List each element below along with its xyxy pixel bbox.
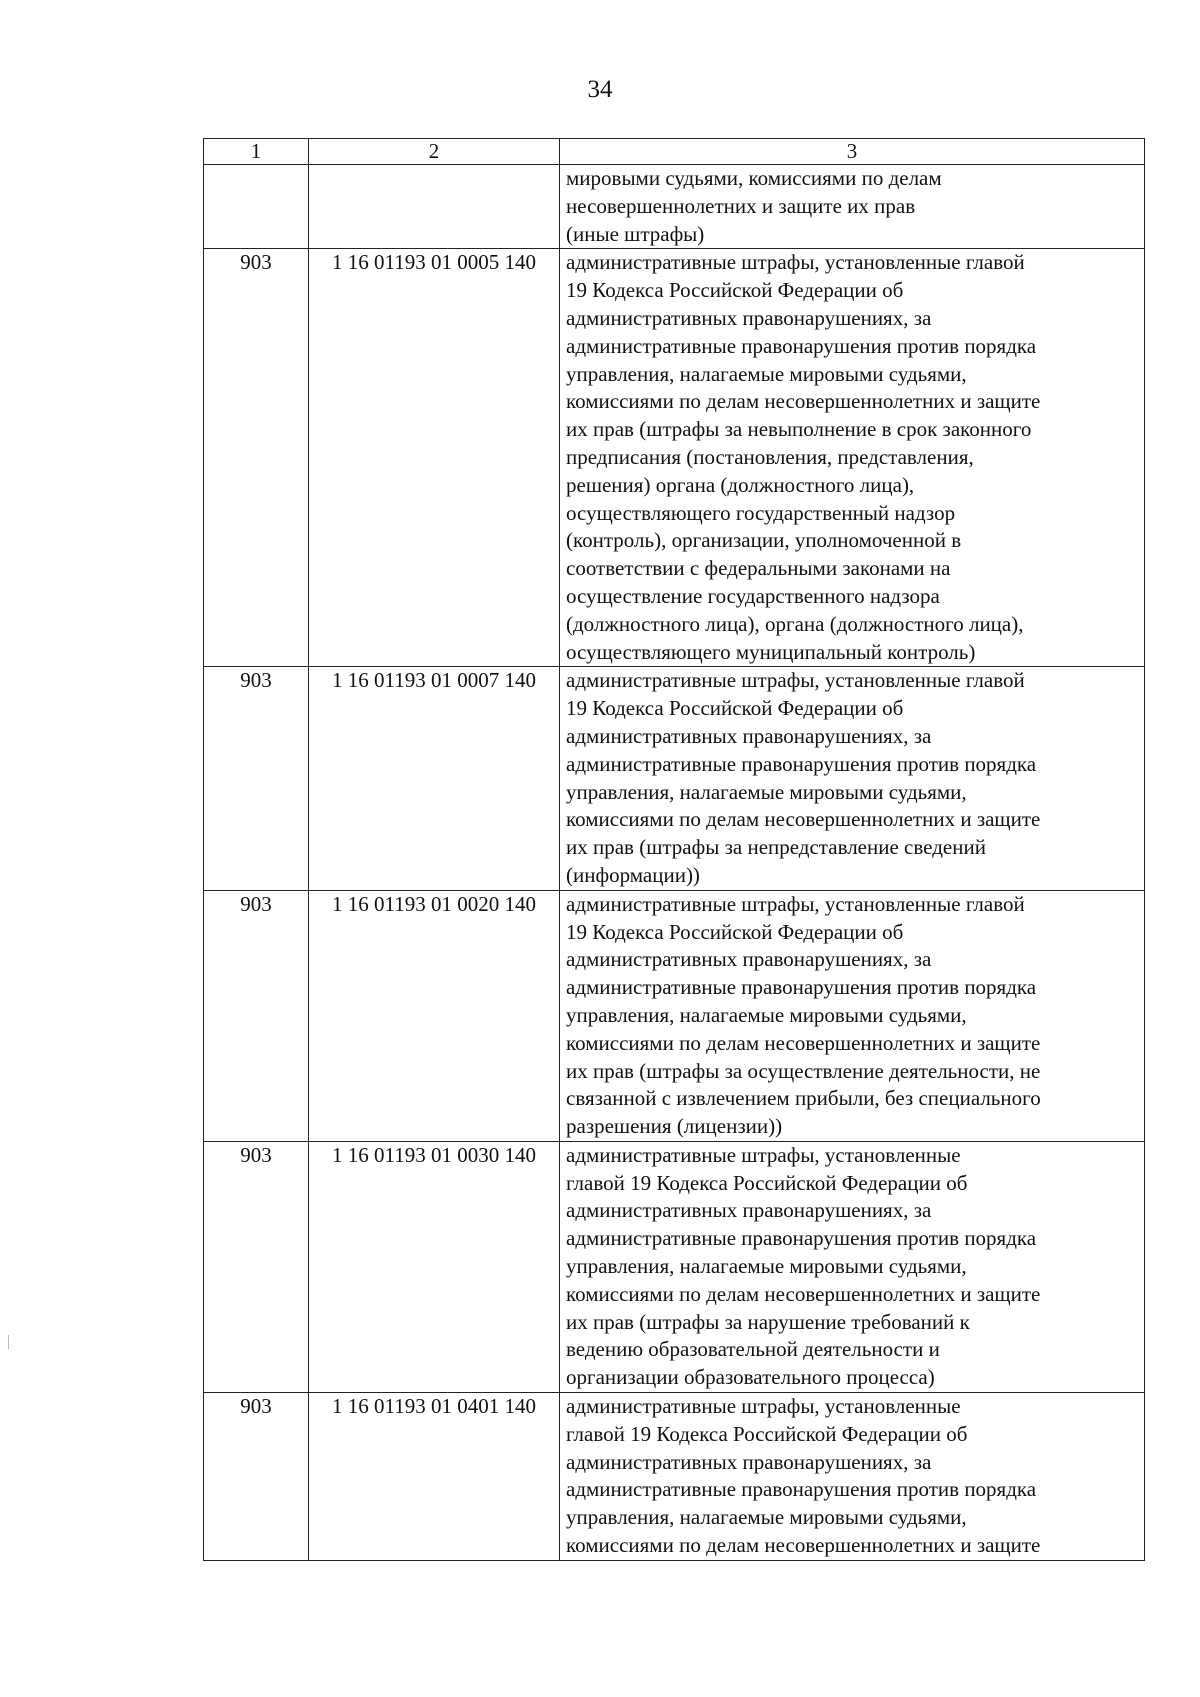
revenue-description-cell	[560, 1393, 1145, 1561]
description-line: осуществляющего муниципальный контроль)	[566, 639, 976, 664]
admin-code-cell: 903	[204, 249, 309, 667]
description-line: предписания (постановления, представления,	[566, 444, 974, 469]
scan-artifact	[8, 1335, 15, 1349]
description-line: организации образовательного процесса)	[566, 1365, 935, 1390]
description-line: управления, налагаемые мировыми судьями,	[566, 779, 967, 804]
description-line: административные штрафы, установленные	[566, 1394, 961, 1419]
admin-code-cell: 903	[204, 667, 309, 890]
description-line: несовершеннолетних и защите их прав	[566, 193, 916, 218]
budget-classification-code-cell	[309, 165, 560, 249]
budget-classification-code-cell: 1 16 01193 01 0007 140	[309, 667, 560, 890]
admin-code-cell	[204, 165, 309, 249]
description-line: административных правонарушениях, за	[566, 723, 932, 748]
description-line: их прав (штрафы за невыполнение в срок законного	[566, 417, 1032, 442]
table-row	[204, 1393, 1145, 1561]
description-line: главой 19 Кодекса Российской Федерации об	[566, 1421, 968, 1446]
budget-codes-table	[203, 138, 1145, 1561]
description-line: главой 19 Кодекса Российской Федерации об	[566, 1170, 968, 1195]
revenue-description-cell	[560, 1141, 1145, 1392]
budget-classification-code-cell: 1 16 01193 01 0401 140	[309, 1393, 560, 1561]
description-line: административных правонарушениях, за	[566, 1449, 932, 1474]
table-row	[204, 165, 1145, 249]
description-line: (должностного лица), органа (должностного лица),	[566, 611, 1024, 636]
table-row	[204, 667, 1145, 890]
table-row	[204, 1141, 1145, 1392]
description-line: 19 Кодекса Российской Федерации об	[566, 696, 904, 721]
budget-classification-code-cell: 1 16 01193 01 0030 140	[309, 1141, 560, 1392]
description-line: административные правонарушения против порядка	[566, 333, 1037, 358]
description-line: административных правонарушениях, за	[566, 305, 932, 330]
description-line: мировыми судьями, комиссиями по делам	[566, 166, 942, 190]
description-line: разрешения (лицензии))	[566, 1114, 783, 1139]
description-line: комиссиями по делам несовершеннолетних и защите	[566, 1030, 1041, 1055]
description-line: административные правонарушения против порядка	[566, 751, 1037, 776]
description-line: административные штрафы, установленные	[566, 1142, 961, 1167]
description-line: управления, налагаемые мировыми судьями,	[566, 1002, 967, 1027]
description-line: их прав (штрафы за нарушение требований к	[566, 1309, 970, 1334]
admin-code-cell: 903	[204, 1393, 309, 1561]
admin-code-cell: 903	[204, 1141, 309, 1392]
description-line: комиссиями по делам несовершеннолетних и защите	[566, 1533, 1041, 1558]
table-row	[204, 890, 1145, 1141]
description-line: ведению образовательной деятельности и	[566, 1337, 940, 1362]
column-header-2: 2	[309, 139, 560, 165]
budget-classification-code-cell: 1 16 01193 01 0005 140	[309, 249, 560, 667]
description-line: административных правонарушениях, за	[566, 947, 932, 972]
description-line: управления, налагаемые мировыми судьями,	[566, 1254, 967, 1279]
revenue-description-cell	[560, 890, 1145, 1141]
description-line: комиссиями по делам несовершеннолетних и защите	[566, 1281, 1041, 1306]
description-line: комиссиями по делам несовершеннолетних и защите	[566, 807, 1041, 832]
revenue-description-cell	[560, 249, 1145, 667]
column-header-1: 1	[204, 139, 309, 165]
description-line: управления, налагаемые мировыми судьями,	[566, 1505, 967, 1530]
description-line: административные штрафы, установленные главой	[566, 668, 1025, 693]
table-header	[204, 139, 1145, 165]
budget-classification-code-cell: 1 16 01193 01 0020 140	[309, 890, 560, 1141]
description-line: их прав (штрафы за непредставление сведений	[566, 835, 986, 860]
description-line: административные штрафы, установленные главой	[566, 891, 1025, 916]
admin-code-cell: 903	[204, 890, 309, 1141]
description-line: административные правонарушения против порядка	[566, 1226, 1037, 1251]
description-line: решения) органа (должностного лица),	[566, 472, 915, 497]
description-line: комиссиями по делам несовершеннолетних и защите	[566, 389, 1041, 414]
description-line: 19 Кодекса Российской Федерации об	[566, 919, 904, 944]
description-line: осуществляющего государственный надзор	[566, 500, 956, 525]
description-line: (информации))	[566, 862, 700, 887]
page-number: 34	[587, 76, 613, 103]
description-line: 19 Кодекса Российской Федерации об	[566, 278, 904, 303]
revenue-description-cell	[560, 667, 1145, 890]
table-body	[204, 165, 1145, 1561]
description-line: соответствии с федеральными законами на	[566, 556, 951, 581]
description-line: административные правонарушения против порядка	[566, 975, 1037, 1000]
description-line: осуществление государственного надзора	[566, 583, 940, 608]
description-line: связанной с извлечением прибыли, без специального	[566, 1086, 1041, 1111]
description-line: (контроль), организации, уполномоченной в	[566, 528, 962, 553]
description-line: управления, налагаемые мировыми судьями,	[566, 361, 967, 386]
description-line: административных правонарушениях, за	[566, 1198, 932, 1223]
description-line: их прав (штрафы за осуществление деятельности, не	[566, 1058, 1041, 1083]
description-line: административные штрафы, установленные главой	[566, 250, 1025, 275]
description-line: (иные штрафы)	[566, 221, 705, 246]
column-header-3: 3	[560, 139, 1145, 165]
table-row	[204, 249, 1145, 667]
revenue-description-cell	[560, 165, 1145, 249]
table-header-row	[204, 139, 1145, 165]
description-line: административные правонарушения против порядка	[566, 1477, 1037, 1502]
